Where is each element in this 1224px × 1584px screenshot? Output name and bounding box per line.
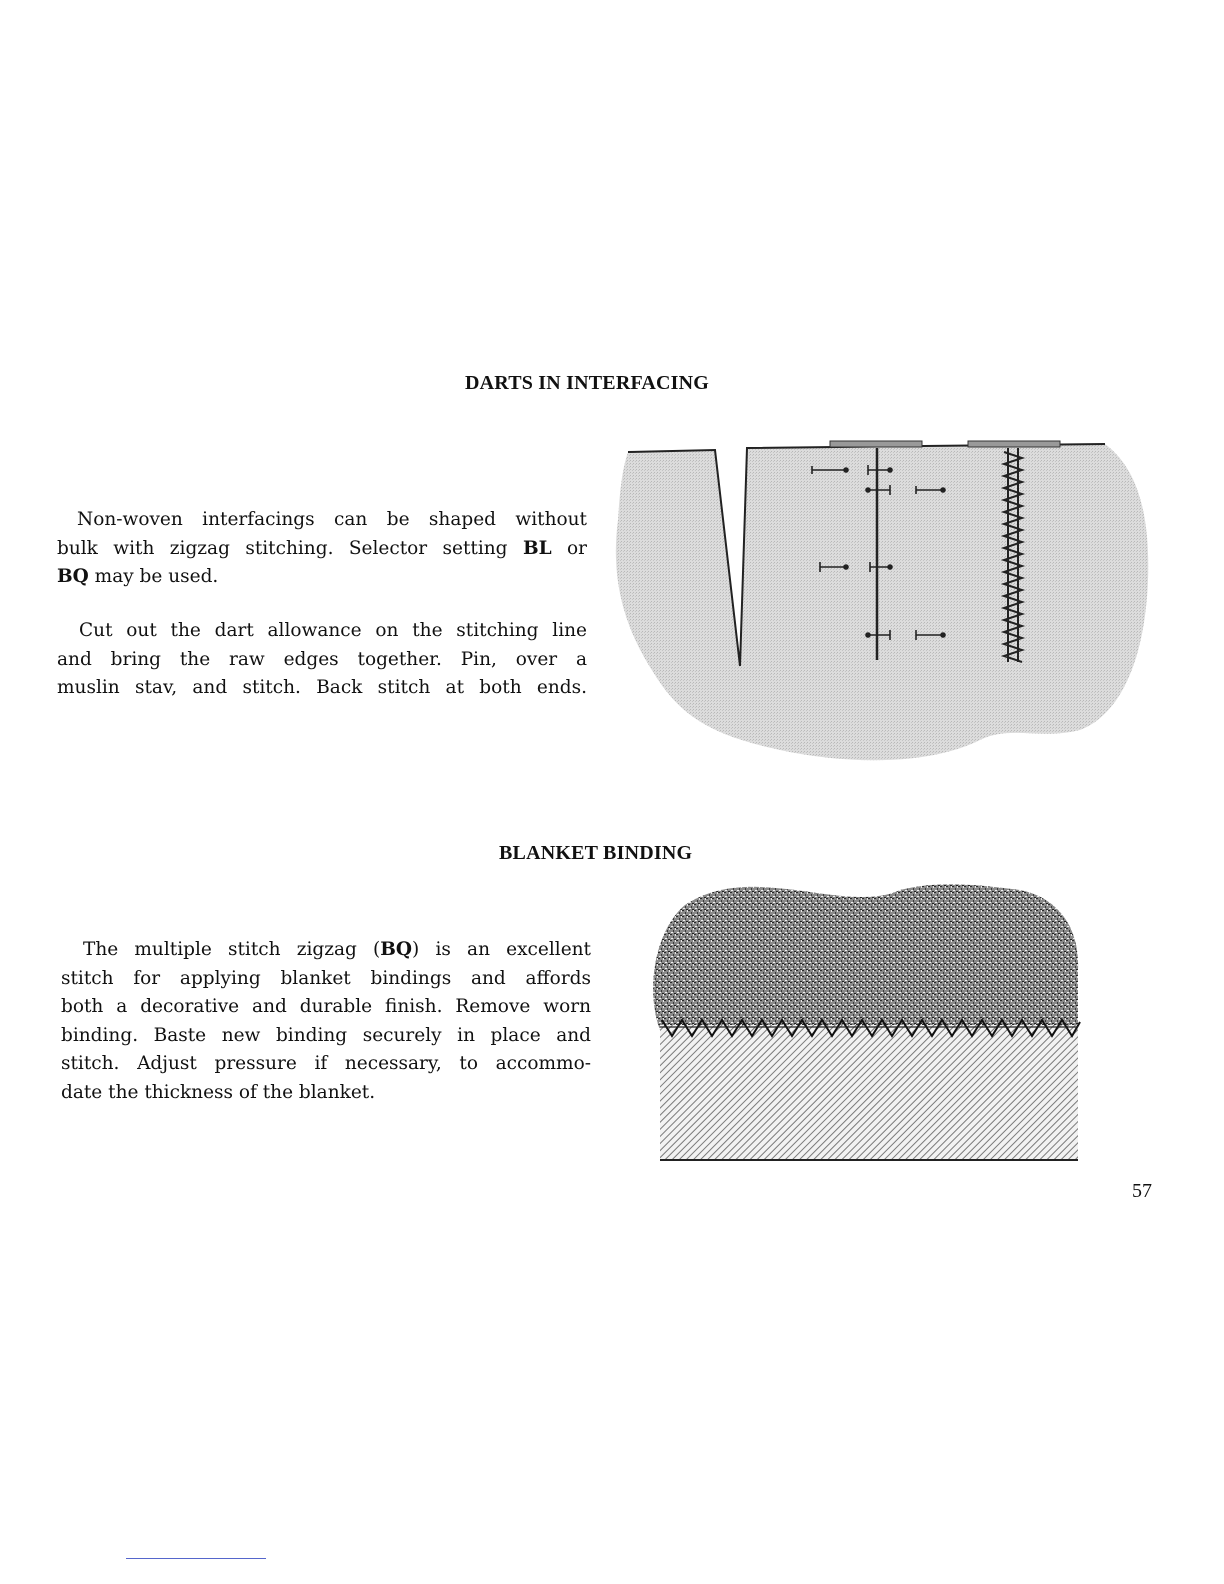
blanket-binding-strip xyxy=(660,1025,1078,1160)
muslin-stay-strip xyxy=(830,441,922,447)
text-line: both a decorative and durable finish. Remove worn xyxy=(61,996,591,1017)
text-line: Non-woven interfacings can be shaped without xyxy=(77,509,587,530)
text-line: binding. Baste new binding securely in place and xyxy=(61,1024,591,1046)
selector-setting-bq: BQ xyxy=(380,939,413,960)
text-line xyxy=(57,535,587,564)
text-line xyxy=(61,936,591,965)
text-line: stitch. Adjust pressure if necessary, to accommo- xyxy=(61,1053,591,1074)
text-fragment: may be used. xyxy=(88,566,219,587)
text-fragment: or xyxy=(551,537,587,559)
text-fragment: ) is an excellent xyxy=(412,939,591,960)
selector-setting-bl: BL xyxy=(522,537,552,559)
text-line: stitch for applying blanket bindings and affords xyxy=(61,967,591,989)
footnote-rule xyxy=(126,1558,266,1559)
muslin-stay-strip xyxy=(968,441,1060,447)
section-heading-blanket-binding: BLANKET BINDING xyxy=(499,842,693,864)
text-fragment: The multiple stitch zigzag ( xyxy=(83,939,381,960)
darts-paragraph-2 xyxy=(57,617,587,703)
text-line: date the thickness of the blanket. xyxy=(61,1081,376,1103)
interfacing-fabric xyxy=(616,444,1148,760)
blanket-fabric xyxy=(653,884,1078,1030)
blanket-binding-illustration xyxy=(640,880,1090,1170)
page-number: 57 xyxy=(1132,1180,1152,1202)
selector-setting-bq: BQ xyxy=(57,566,89,587)
text-line: muslin stav, and stitch. Back stitch at both ends. xyxy=(57,677,587,698)
darts-paragraph-1 xyxy=(57,506,587,592)
text-line xyxy=(57,563,587,592)
blanket-binding-paragraph xyxy=(61,936,591,1107)
text-line: and bring the raw edges together. Pin, over a xyxy=(57,648,587,670)
section-heading-darts: DARTS IN INTERFACING xyxy=(465,372,710,394)
darts-interfacing-illustration xyxy=(600,430,1160,770)
text-line: Cut out the dart allowance on the stitching line xyxy=(79,620,587,641)
text-fragment: bulk with zigzag stitching. Selector setting xyxy=(57,537,523,559)
